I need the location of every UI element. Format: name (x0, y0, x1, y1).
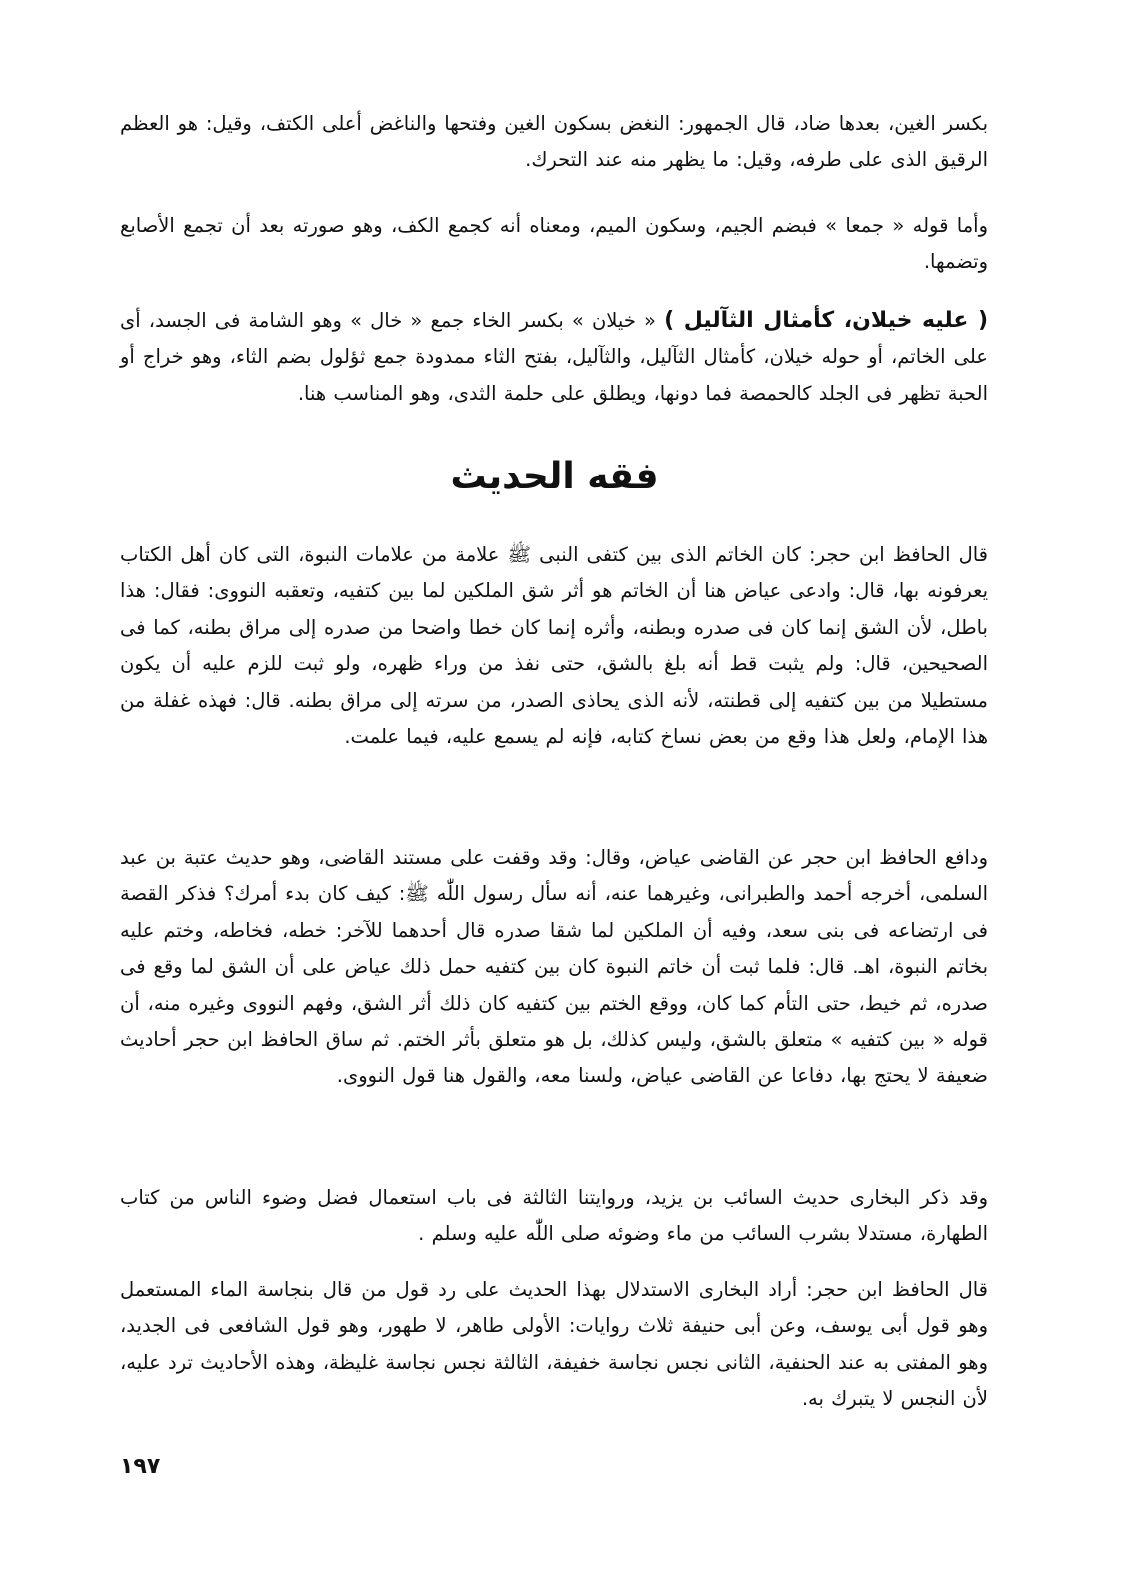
paragraph-bukhari-saib: وقد ذكر البخارى حديث السائب بن يزيد، وروايتنا الثالثة فى باب استعمال فضل وضوء الناس من كتاب الطهارة، مستدلا بشرب السائب من ماء وضوئه صلى اللّٰه عليه وسلم . (120, 1186, 988, 1246)
paragraph-ibn-hajar-khatam: قال الحافظ ابن حجر: كان الخاتم الذى بين كتفى النبى ﷺ علامة من علامات النبوة، التى كان أهل الكتاب يعرفونه بها، قال: وادعى عياض هنا أن الخاتم هو أثر شق الملكين لما بين كتفيه، وتعقبه النووى: فقال: هذا باطل، لأن الشق إنما كان فى صدره وبطنه، وأثره إنما كان خطا واضحا من صدره إلى مراق بطنه، كما فى الصحيحين، قال: ولم يثبت قط أنه بلغ بالشق، حتى نفذ من وراء ظهره، ولو ثبت للزم عليه أن يكون مستطيلا من بين كتفيه إلى قطنته، لأنه الذى يحاذى الصدر، من سرته إلى مراق بطنه. قال: فهذه غفلة من هذا الإمام، ولعل هذا وقع من بعض نساخ كتابه، فإنه لم يسمع عليه، فيما علمت. (120, 543, 988, 749)
paragraph-khilan-definition (120, 303, 988, 412)
section-title: فقه الحديث (450, 456, 659, 497)
page-number: ١٩٧ (120, 1454, 161, 1479)
lemma-explanation: « خيلان » بكسر الخاء جمع « خال » وهو الشامة فى الجسد، أى على الخاتم، أو حوله خيلان، كأمثال الثآليل، والثآليل، بفتح الثاء ممدودة جمع ثؤلول بضم الثاء، وهو خراج أو الحبة تظهر فى الجلد كالحمصة فما دونها، ويطلق على حلمة الثدى، وهو المناسب هنا. (120, 309, 988, 405)
paragraph-used-water-ruling: قال الحافظ ابن حجر: أراد البخارى الاستدلال بهذا الحديث على رد قول من قال بنجاسة الماء المستعمل وهو قول أبى يوسف، وعن أبى حنيفة ثلاث روايات: الأولى طاهر، لا طهور، وهو قول الشافعى فى الجديد، وهو المفتى به عند الحنفية، الثانى نجس نجاسة خفيفة، الثالثة نجس نجاسة غليظة، وهذه الأحاديث ترد عليه، لأن النجس لا يتبرك به. (120, 1278, 988, 1411)
paragraph-jam-definition: وأما قوله « جمعا » فبضم الجيم، وسكون الميم، ومعناه أنه كجمع الكف، وهو صورته بعد أن تجمع الأصابع وتضمها. (120, 214, 988, 274)
paragraph-defense-of-iyad: ودافع الحافظ ابن حجر عن القاضى عياض، وقال: وقد وقفت على مستند القاضى، وهو حديث عتبة بن عبد السلمى، أخرجه أحمد والطبرانى، وغيرهما عنه، أنه سأل رسول اللّٰه ﷺ: كيف كان بدء أمرك؟ فذكر القصة فى ارتضاعه فى بنى سعد، وفيه أن الملكين لما شقا صدره قال أحدهما للآخر: خطه، فخاطه، وختم عليه بخاتم النبوة، اهـ. قال: فلما ثبت أن خاتم النبوة كان بين كتفيه حمل ذلك عياض على أن الشق لما وقع فى صدره، ثم خيط، حتى التأم كما كان، ووقع الختم بين كتفيه كان ذلك أثر الشق، وفهم النووى وغيره منه، أن قوله « بين كتفيه » متعلق بالشق، وليس كذلك، بل هو متعلق بأثر الختم. ثم ساق الحافظ ابن حجر أحاديث ضعيفة لا يحتج بها، دفاعا عن القاضى عياض، ولسنا معه، والقول هنا قول النووى. (120, 846, 988, 1088)
hadith-lemma: ( عليه خيلان، كأمثال الثآليل ) (664, 308, 988, 333)
paragraph-naghd-definition: بكسر الغين، بعدها ضاد، قال الجمهور: النغض بسكون الغين وفتحها والناغض أعلى الكتف، وقيل: هو العظم الرقيق الذى على طرفه، وقيل: ما يظهر منه عند التحرك. (120, 112, 988, 172)
